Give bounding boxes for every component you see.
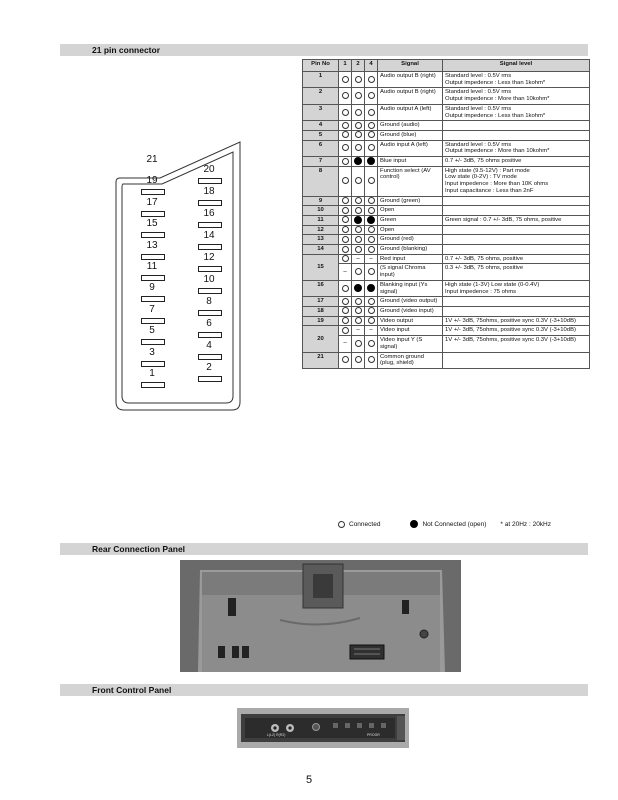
pin-contact <box>198 288 222 294</box>
connected-icon <box>368 197 375 204</box>
header-mode-1: 1 <box>339 60 352 72</box>
mode-cell <box>365 72 378 88</box>
pin-contact <box>198 332 222 338</box>
mode-cell <box>352 157 365 167</box>
connected-icon <box>368 268 375 275</box>
table-row <box>303 297 590 307</box>
connected-icon <box>342 177 349 184</box>
not-connected-symbol-icon <box>410 520 418 528</box>
mode-cell <box>352 254 365 264</box>
pin-contact <box>198 266 222 272</box>
mode-cell <box>365 316 378 326</box>
pin-contact <box>141 382 165 388</box>
front-panel-photo <box>237 708 409 748</box>
signal-cell: Ground (video output) <box>378 297 443 307</box>
mode-cell <box>365 235 378 245</box>
pin-number: 2 <box>303 88 339 104</box>
connected-icon <box>342 317 349 324</box>
table-row <box>303 225 590 235</box>
mode-cell <box>339 254 352 264</box>
pin-number: 20 <box>303 326 339 352</box>
signal-cell: Audio input A (left) <box>378 140 443 156</box>
connected-icon <box>368 356 375 363</box>
pin-contact <box>141 189 165 195</box>
mode-cell <box>352 206 365 216</box>
signal-cell: Ground (green) <box>378 196 443 206</box>
mode-cell <box>339 306 352 316</box>
rear-panel-image <box>180 560 461 672</box>
mode-cell <box>352 245 365 255</box>
pin-number: 11 <box>303 215 339 225</box>
mode-cell <box>339 235 352 245</box>
mode-cell <box>365 215 378 225</box>
pin-label: 12 <box>203 252 215 263</box>
connected-symbol-icon <box>338 521 345 528</box>
header-mode-4: 4 <box>365 60 378 72</box>
pin-number: 14 <box>303 245 339 255</box>
mode-cell <box>339 316 352 326</box>
signal-level-cell: High state (1-3V) Low state (0-0.4V) Input impedence : 75 ohms <box>443 280 590 296</box>
mode-cell <box>365 130 378 140</box>
mode-cell <box>365 88 378 104</box>
pin-contact <box>198 200 222 206</box>
table-row <box>303 206 590 216</box>
mode-cell <box>365 352 378 368</box>
signal-level-cell: 1V +/- 3dB, 75ohms, positive sync 0.3V (-3+10dB) <box>443 326 590 336</box>
pin-number: 16 <box>303 280 339 296</box>
table-row <box>303 306 590 316</box>
signal-level-cell <box>443 235 590 245</box>
connected-icon <box>342 216 349 223</box>
signal-level-cell: Standard level : 0.5V rms Output impedence : Less than 1kohm* <box>443 72 590 88</box>
section-title-rear-panel: Rear Connection Panel <box>60 543 588 555</box>
mode-cell <box>352 88 365 104</box>
table-row <box>303 264 590 280</box>
mode-cell <box>352 72 365 88</box>
not-connected-icon <box>367 284 375 292</box>
pin-label: 16 <box>203 208 215 219</box>
mode-cell <box>339 121 352 131</box>
pin-label: 19 <box>146 175 158 187</box>
section-title-21-pin: 21 pin connector <box>60 44 588 56</box>
connected-icon <box>355 122 362 129</box>
signal-level-cell: Standard level : 0.5V rms Output impedence : Less than 1kohm* <box>443 104 590 120</box>
dash-icon: – <box>356 255 360 262</box>
mode-cell <box>365 166 378 196</box>
connected-icon <box>355 207 362 214</box>
connected-icon <box>342 307 349 314</box>
signal-level-cell <box>443 225 590 235</box>
connected-icon <box>368 207 375 214</box>
pin-number: 12 <box>303 225 339 235</box>
connected-icon <box>342 226 349 233</box>
connected-icon <box>368 307 375 314</box>
header-pin-no: Pin No <box>303 60 339 72</box>
signal-level-cell <box>443 297 590 307</box>
connected-icon <box>368 317 375 324</box>
table-row <box>303 326 590 336</box>
connected-icon <box>342 356 349 363</box>
connected-icon <box>368 177 375 184</box>
connected-icon <box>342 327 349 334</box>
pin-number: 9 <box>303 196 339 206</box>
pin-label: 21 <box>146 154 158 165</box>
signal-cell: Blanking input (Ys signal) <box>378 280 443 296</box>
pin-contact <box>198 376 222 382</box>
signal-cell: Open <box>378 225 443 235</box>
pin-contact <box>141 275 165 281</box>
connected-icon <box>355 109 362 116</box>
mode-cell <box>339 336 352 352</box>
connected-icon <box>355 226 362 233</box>
pin-contact <box>141 232 165 238</box>
pin-label: 20 <box>203 164 215 175</box>
signal-cell: Ground (red) <box>378 235 443 245</box>
connected-icon <box>355 92 362 99</box>
mode-cell <box>339 264 352 280</box>
connected-icon <box>355 131 362 138</box>
signal-cell: Video output <box>378 316 443 326</box>
pin-number: 6 <box>303 140 339 156</box>
pin-contact <box>198 244 222 250</box>
pin-contact <box>141 339 165 345</box>
signal-cell: Video input Y (S signal) <box>378 336 443 352</box>
pin-number: 21 <box>303 352 339 368</box>
pin-label: 5 <box>149 325 155 337</box>
signal-cell: Ground (video input) <box>378 306 443 316</box>
table-row <box>303 72 590 88</box>
mode-cell <box>352 316 365 326</box>
mode-cell <box>352 306 365 316</box>
mode-cell <box>365 254 378 264</box>
table-row <box>303 166 590 196</box>
connected-icon <box>355 76 362 83</box>
pin-number: 19 <box>303 316 339 326</box>
signal-level-cell <box>443 130 590 140</box>
pin-label: 18 <box>203 186 215 197</box>
connected-icon <box>355 356 362 363</box>
header-mode-2: 2 <box>352 60 365 72</box>
table-row <box>303 352 590 368</box>
pin-contact <box>198 178 222 184</box>
mode-cell <box>352 336 365 352</box>
connected-icon <box>355 307 362 314</box>
mode-cell <box>365 336 378 352</box>
table-row <box>303 104 590 120</box>
table-header-row <box>303 60 590 72</box>
connected-icon <box>355 236 362 243</box>
connected-icon <box>368 92 375 99</box>
not-connected-icon <box>354 284 362 292</box>
connected-icon <box>342 109 349 116</box>
signal-cell: (S signal Chroma input) <box>378 264 443 280</box>
mode-cell <box>352 130 365 140</box>
table-row <box>303 121 590 131</box>
pin-label: 4 <box>206 340 212 351</box>
header-signal-level: Signal level <box>443 60 590 72</box>
front-panel-audio-label: L(L2) R(R2) <box>267 733 286 737</box>
pin-number: 15 <box>303 254 339 280</box>
signal-level-cell <box>443 196 590 206</box>
pin-label: 3 <box>149 346 155 358</box>
connected-icon <box>355 177 362 184</box>
connected-icon <box>342 298 349 305</box>
pin-contact <box>198 310 222 316</box>
pin-contact <box>198 222 222 228</box>
mode-cell <box>365 264 378 280</box>
mode-cell <box>365 196 378 206</box>
table-row <box>303 130 590 140</box>
mode-cell <box>339 166 352 196</box>
legend-not-connected: Not Connected (open) <box>422 520 487 528</box>
pin-label: 1 <box>149 368 155 379</box>
connected-icon <box>342 158 349 165</box>
table-row <box>303 254 590 264</box>
signal-level-cell: High state (9.5-12V) : Part mode Low state (0-2V) : TV mode Input impedence : More than 10K ohms Input capacitance : Less than 2nF <box>443 166 590 196</box>
table-row <box>303 157 590 167</box>
table-row <box>303 235 590 245</box>
signal-cell: Function select (AV control) <box>378 166 443 196</box>
mode-cell <box>352 104 365 120</box>
connected-icon <box>342 92 349 99</box>
pin-label: 14 <box>203 230 215 241</box>
connected-icon <box>342 131 349 138</box>
mode-cell <box>365 140 378 156</box>
signal-level-cell: 1V +/- 3dB, 75ohms, positive sync 0.3V (-3+10dB) <box>443 316 590 326</box>
connected-icon <box>368 122 375 129</box>
dash-icon: – <box>369 255 373 262</box>
signal-cell: Red input <box>378 254 443 264</box>
connected-icon <box>368 131 375 138</box>
table-row <box>303 88 590 104</box>
signal-level-cell: 1V +/- 3dB, 75ohms, positive sync 0.3V (-3+10dB) <box>443 336 590 352</box>
pin-label: 9 <box>149 282 155 294</box>
mode-cell <box>365 206 378 216</box>
mode-cell <box>339 196 352 206</box>
mode-cell <box>352 264 365 280</box>
mode-cell <box>339 225 352 235</box>
mode-cell <box>365 225 378 235</box>
mode-cell <box>352 121 365 131</box>
pin-number: 8 <box>303 166 339 196</box>
connected-icon <box>368 340 375 347</box>
signal-level-cell: Green signal : 0.7 +/- 3dB, 75 ohms, positive <box>443 215 590 225</box>
dash-icon: – <box>343 340 347 347</box>
pin-contact <box>141 296 165 302</box>
connected-icon <box>368 298 375 305</box>
pin-contact <box>141 361 165 367</box>
legend-connected: Connected <box>349 520 381 528</box>
connected-icon <box>342 255 349 262</box>
mode-cell <box>365 157 378 167</box>
signal-level-cell: 0.3 +/- 3dB, 75 ohms, positive <box>443 264 590 280</box>
rear-panel-photo <box>180 560 461 672</box>
mode-cell <box>339 72 352 88</box>
table-row <box>303 336 590 352</box>
table-row <box>303 245 590 255</box>
dash-icon: – <box>343 268 347 275</box>
mode-cell <box>339 130 352 140</box>
connected-icon <box>355 298 362 305</box>
mode-cell <box>339 206 352 216</box>
signal-cell: Ground (blanking) <box>378 245 443 255</box>
page-number: 5 <box>305 774 313 786</box>
pin-contact <box>141 318 165 324</box>
mode-cell <box>352 140 365 156</box>
front-panel-program-label: PROGR <box>367 733 380 737</box>
signal-cell: Audio output B (right) <box>378 72 443 88</box>
pin-number: 3 <box>303 104 339 120</box>
pin-number: 1 <box>303 72 339 88</box>
signal-cell: Audio output B (right) <box>378 88 443 104</box>
signal-level-cell <box>443 121 590 131</box>
section-title-front-panel: Front Control Panel <box>60 684 588 696</box>
connected-icon <box>342 122 349 129</box>
table-row <box>303 140 590 156</box>
pin-label: 11 <box>146 261 158 272</box>
signal-cell: Ground (audio) <box>378 121 443 131</box>
pin-table <box>302 59 590 369</box>
mode-cell <box>339 297 352 307</box>
mode-cell <box>339 157 352 167</box>
signal-level-cell <box>443 245 590 255</box>
scart-connector-diagram <box>112 140 244 412</box>
connected-icon <box>368 226 375 233</box>
pin-label: 15 <box>146 218 158 230</box>
table-row <box>303 316 590 326</box>
connected-icon <box>368 76 375 83</box>
not-connected-icon <box>354 157 362 165</box>
pin-contact <box>141 254 165 260</box>
table-row <box>303 280 590 296</box>
mode-cell <box>365 280 378 296</box>
mode-cell <box>365 245 378 255</box>
connected-icon <box>355 197 362 204</box>
pin-number: 4 <box>303 121 339 131</box>
connected-icon <box>368 246 375 253</box>
pin-label: 10 <box>203 274 215 285</box>
pin-number: 5 <box>303 130 339 140</box>
pin-number: 18 <box>303 306 339 316</box>
mode-cell <box>339 88 352 104</box>
mode-cell <box>339 140 352 156</box>
mode-cell <box>352 352 365 368</box>
pin-number: 10 <box>303 206 339 216</box>
legend <box>338 520 551 528</box>
signal-level-cell: Standard level : 0.5V rms Output impedence : More than 10kohm* <box>443 88 590 104</box>
front-panel-image <box>237 708 409 748</box>
signal-cell: Open <box>378 206 443 216</box>
mode-cell <box>339 104 352 120</box>
pin-number: 7 <box>303 157 339 167</box>
signal-cell: Ground (blue) <box>378 130 443 140</box>
connector-outline <box>112 140 244 412</box>
connected-icon <box>342 285 349 292</box>
mode-cell <box>339 280 352 296</box>
pin-label: 17 <box>146 196 158 208</box>
dash-icon: – <box>369 327 373 334</box>
mode-cell <box>352 225 365 235</box>
mode-cell <box>352 326 365 336</box>
connected-icon <box>368 109 375 116</box>
signal-cell: Blue input <box>378 157 443 167</box>
signal-cell: Green <box>378 215 443 225</box>
mode-cell <box>365 121 378 131</box>
mode-cell <box>339 352 352 368</box>
mode-cell <box>339 215 352 225</box>
connected-icon <box>342 76 349 83</box>
not-connected-icon <box>367 216 375 224</box>
connected-icon <box>342 207 349 214</box>
pin-contact <box>141 211 165 217</box>
mode-cell <box>365 104 378 120</box>
pin-label: 6 <box>206 318 212 329</box>
signal-level-cell: Standard level : 0.5V rms Output impedence : More than 10kohm* <box>443 140 590 156</box>
mode-cell <box>365 326 378 336</box>
connected-icon <box>368 236 375 243</box>
mode-cell <box>339 245 352 255</box>
pin-number: 17 <box>303 297 339 307</box>
pin-label: 13 <box>146 239 158 251</box>
header-signal: Signal <box>378 60 443 72</box>
connected-icon <box>355 268 362 275</box>
not-connected-icon <box>354 216 362 224</box>
connected-icon <box>355 340 362 347</box>
signal-cell: Video input <box>378 326 443 336</box>
mode-cell <box>352 280 365 296</box>
connected-icon <box>342 197 349 204</box>
legend-note: * at 20Hz : 20kHz <box>500 520 551 528</box>
mode-cell <box>352 235 365 245</box>
pin-label: 2 <box>206 362 212 373</box>
mode-cell <box>339 326 352 336</box>
signal-cell: Audio output A (left) <box>378 104 443 120</box>
connected-icon <box>342 236 349 243</box>
mode-cell <box>352 196 365 206</box>
pin-number: 13 <box>303 235 339 245</box>
table-row <box>303 215 590 225</box>
signal-cell: Common ground (plug, shield) <box>378 352 443 368</box>
signal-level-cell <box>443 306 590 316</box>
connected-icon <box>355 246 362 253</box>
mode-cell <box>365 297 378 307</box>
table-row <box>303 196 590 206</box>
not-connected-icon <box>367 157 375 165</box>
connected-icon <box>342 246 349 253</box>
mode-cell <box>365 306 378 316</box>
signal-level-cell: 0.7 +/- 3dB, 75 ohms, positive <box>443 254 590 264</box>
pin-contact <box>198 354 222 360</box>
connected-icon <box>355 317 362 324</box>
mode-cell <box>352 297 365 307</box>
connected-icon <box>368 144 375 151</box>
pin-label: 7 <box>149 303 155 315</box>
dash-icon: – <box>356 327 360 334</box>
connected-icon <box>355 144 362 151</box>
pin-label: 8 <box>206 296 212 307</box>
signal-level-cell <box>443 352 590 368</box>
mode-cell <box>352 166 365 196</box>
signal-level-cell <box>443 206 590 216</box>
connected-icon <box>342 144 349 151</box>
mode-cell <box>352 215 365 225</box>
signal-level-cell: 0.7 +/- 3dB, 75 ohms positive <box>443 157 590 167</box>
